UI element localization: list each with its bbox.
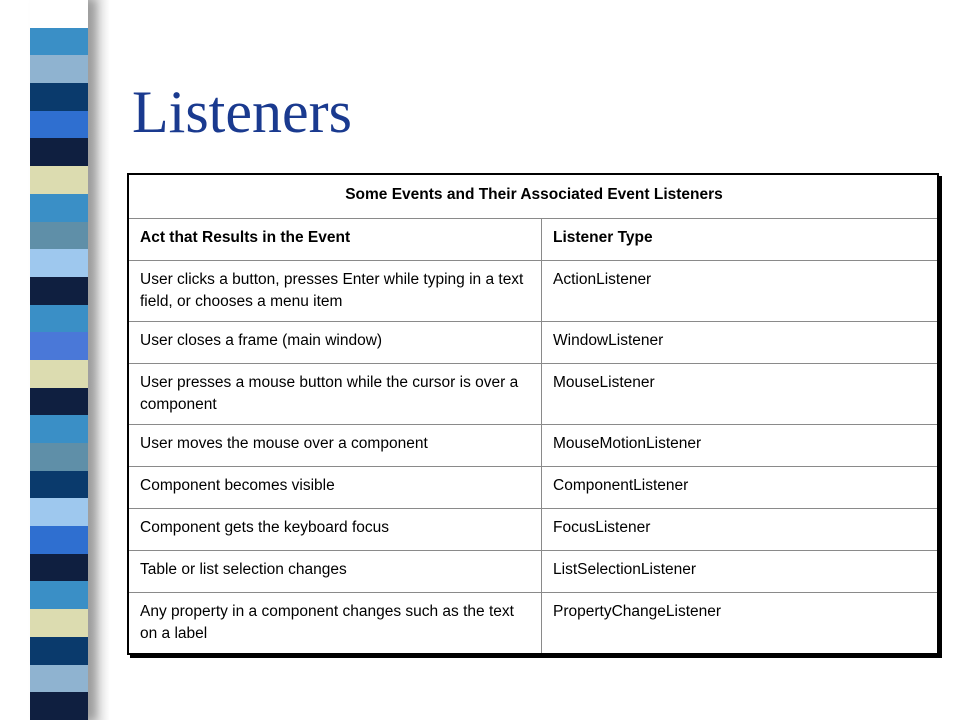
listener-cell: PropertyChangeListener xyxy=(542,593,939,655)
stripe-segment xyxy=(30,166,88,194)
act-cell: Component becomes visible xyxy=(128,467,542,509)
stripe-segment xyxy=(30,55,88,83)
stripe-segment xyxy=(30,138,88,166)
stripe-segment xyxy=(30,194,88,222)
table-row xyxy=(128,593,938,655)
stripe-segment xyxy=(30,111,88,139)
stripe-segment xyxy=(30,222,88,250)
stripe-segment xyxy=(30,332,88,360)
act-cell: User moves the mouse over a component xyxy=(128,425,542,467)
table-caption: Some Events and Their Associated Event Listeners xyxy=(128,174,938,219)
stripe-segment xyxy=(30,249,88,277)
decorative-stripe-bar xyxy=(30,0,88,720)
act-cell: User clicks a button, presses Enter while typing in a text field, or chooses a menu item xyxy=(128,261,542,322)
stripe-segment xyxy=(30,360,88,388)
stripe-segment xyxy=(30,83,88,111)
stripe-segment xyxy=(30,471,88,499)
stripe-segment xyxy=(30,0,88,28)
stripe-shadow xyxy=(88,0,110,720)
stripe-segment xyxy=(30,692,88,720)
stripe-segment xyxy=(30,609,88,637)
table-row xyxy=(128,509,938,551)
header-act: Act that Results in the Event xyxy=(128,219,542,261)
listener-cell: ActionListener xyxy=(542,261,939,322)
listener-cell: WindowListener xyxy=(542,322,939,364)
listener-cell: MouseListener xyxy=(542,364,939,425)
act-cell: User presses a mouse button while the cursor is over a component xyxy=(128,364,542,425)
table-row xyxy=(128,551,938,593)
listener-cell: MouseMotionListener xyxy=(542,425,939,467)
table-row xyxy=(128,467,938,509)
stripe-segment xyxy=(30,526,88,554)
act-cell: Table or list selection changes xyxy=(128,551,542,593)
stripe-segment xyxy=(30,498,88,526)
stripe-segment xyxy=(30,581,88,609)
slide-title: Listeners xyxy=(132,79,352,145)
table-row xyxy=(128,425,938,467)
stripe-segment xyxy=(30,28,88,56)
act-cell: Any property in a component changes such as the text on a label xyxy=(128,593,542,655)
header-listener-type: Listener Type xyxy=(542,219,939,261)
stripe-segment xyxy=(30,277,88,305)
stripe-segment xyxy=(30,443,88,471)
stripe-segment xyxy=(30,637,88,665)
listener-cell: ComponentListener xyxy=(542,467,939,509)
act-cell: User closes a frame (main window) xyxy=(128,322,542,364)
listener-cell: ListSelectionListener xyxy=(542,551,939,593)
table-row xyxy=(128,261,938,322)
table-row xyxy=(128,364,938,425)
act-cell: Component gets the keyboard focus xyxy=(128,509,542,551)
events-listeners-table xyxy=(127,173,939,655)
table-row xyxy=(128,322,938,364)
stripe-segment xyxy=(30,665,88,693)
stripe-segment xyxy=(30,305,88,333)
stripe-segment xyxy=(30,554,88,582)
stripe-segment xyxy=(30,415,88,443)
listener-cell: FocusListener xyxy=(542,509,939,551)
stripe-segment xyxy=(30,388,88,416)
